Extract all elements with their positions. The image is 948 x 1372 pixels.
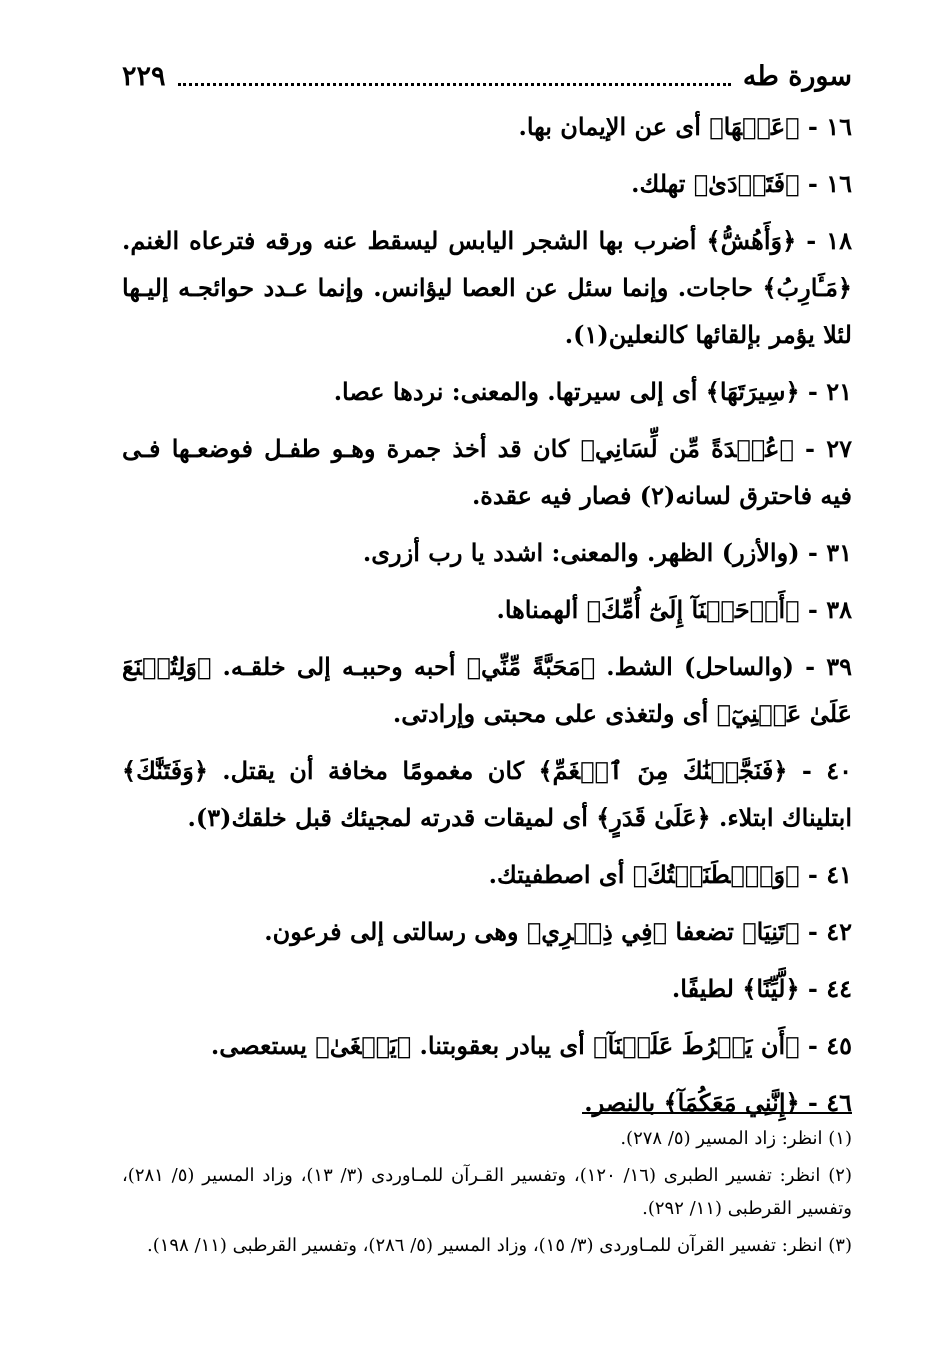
verse-entry-39: ٣٩ - (والساحل) الشط. ﴿مَحَبَّةً مِّنِّي﴾ أحبه وحببـه إلى خلقـه. ﴿وَلِتُصۡنَعَ عَلَىٰ عَيۡنِيٓ﴾ أى ولتغذى على محبتى وإرادتى. bbox=[122, 652, 852, 728]
verse-entry-45: ٤٥ - ﴿أَن يَفۡرُطَ عَلَيۡنَآ﴾ أى يبادر بعقوبتنا. ﴿يَطۡغَىٰ﴾ يستعصى. bbox=[210, 1031, 852, 1060]
page-number: ٢٢٩ bbox=[122, 60, 166, 92]
verse-entry-46: ٤٦ - ﴿إِنَّنِي مَعَكُمَآ﴾ بالنصر. bbox=[584, 1088, 852, 1117]
verse-entry-40: ٤٠ - ﴿فَنَجَّيۡنَٰكَ مِنَ ٱلۡغَمِّ﴾ كان مغمومًا مخافة أن يقتل. ﴿وَفَتَنَّٰكَ﴾ ابتليناك ابتلاء. ﴿عَلَىٰ قَدَرٍ﴾ أى لميقات قدرته لمجيئك قبل خلقك(٣). bbox=[122, 756, 852, 832]
verse-entry-27: ٢٧ - ﴿عُقۡدَةً مِّن لِّسَانِي﴾ كان قد أخذ جمرة وهـو طفـل فوضعـها فـى فيه فاحترق لسانه(٢) فصار فيه عقدة. bbox=[122, 434, 852, 510]
verse-entry-44: ٤٤ - ﴿لَّيِّنًا﴾ لطيفًا. bbox=[671, 974, 852, 1003]
verse-entry-18: ١٨ - ﴿وَأَهُشُّ﴾ أضرب بها الشجر اليابس ليسقط عنه ورقه فترعاه الغنم. ﴿مَـَٔارِبُ﴾ حاجات. وإنما سئل عن العصا ليؤانس. وإنما عـدد حوائجـه إليـها لئلا يؤمر بإلقائها كالنعلين(١). bbox=[122, 226, 852, 349]
verse-entry-38: ٣٨ - ﴿أَوۡحَيۡنَآ إِلَىٰٓ أُمِّكَ﴾ ألهمناها. bbox=[496, 595, 852, 624]
footnote-2: (٢) انظر: تفسير الطبرى (١٦/ ١٢٠)، وتفسير القـرآن للمـاوردى (٣/ ١٣)، وزاد المسير (٥/ ٢٨١)، وتفسير القرطبى (١١/ ٢٩٢). bbox=[122, 1165, 852, 1219]
page-header bbox=[122, 54, 852, 98]
header-dot-leader bbox=[178, 83, 731, 86]
footnote-separator bbox=[582, 1112, 852, 1114]
verse-entry-31: ٣١ - (والأزر) الظهر. والمعنى: اشدد يا رب أزرى. bbox=[362, 538, 852, 567]
commentary-body bbox=[122, 103, 852, 1136]
verse-entry-41: ٤١ - ﴿وَٱصۡطَنَعۡتُكَ﴾ أى اصطفيتك. bbox=[488, 860, 852, 889]
surah-title: سورة طه bbox=[742, 60, 852, 92]
footnote-1: (١) انظر: زاد المسير (٥/ ٢٧٨). bbox=[620, 1128, 852, 1149]
verse-entry-42: ٤٢ - ﴿تَنِيَا﴾ تضعفا ﴿فِي ذِكۡرِي﴾ وهى رسالتى إلى فرعون. bbox=[264, 917, 852, 946]
footnotes bbox=[122, 1122, 852, 1266]
verse-entry-21: ٢١ - ﴿سِيرَتَهَا﴾ أى إلى سيرتها. والمعنى: نردها عصا. bbox=[333, 377, 852, 406]
footnote-3: (٣) انظر: تفسير القرآن للمـاوردى (٣/ ١٥)، وزاد المسير (٥/ ٢٨٦)، وتفسير القرطبى (١١/ ١٩٨). bbox=[147, 1235, 852, 1256]
verse-entry-16a: ١٦ - ﴿عَنۡهَا﴾ أى عن الإيمان بها. bbox=[518, 112, 852, 141]
verse-entry-16b: ١٦ - ﴿فَتَرۡدَىٰ﴾ تهلك. bbox=[631, 169, 852, 198]
